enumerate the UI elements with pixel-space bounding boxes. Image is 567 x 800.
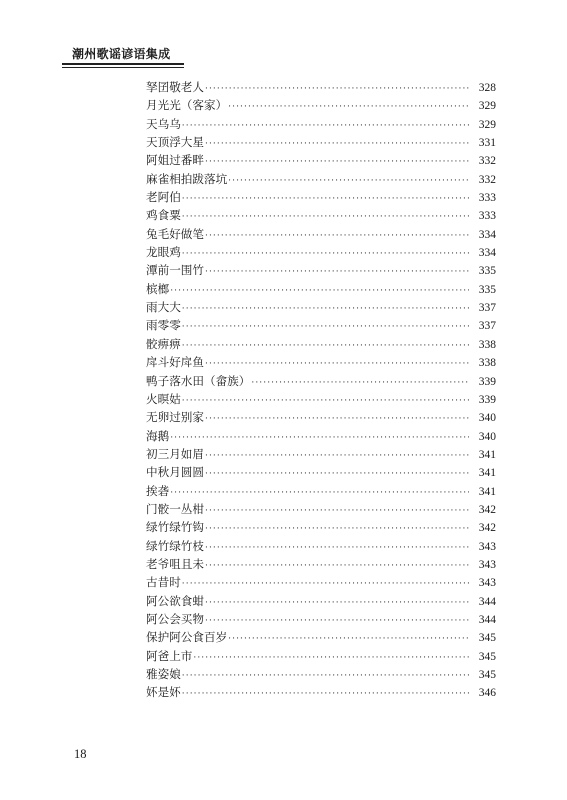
dot-leader — [170, 488, 469, 498]
toc-entry-title: 保护阿公食百岁 — [146, 630, 228, 645]
toc-entry-page: 338 — [478, 357, 496, 370]
toc-entry — [146, 152, 496, 170]
toc-entry-page: 339 — [478, 393, 496, 406]
dot-leader — [170, 433, 469, 443]
toc-entry-title: 槟榔 — [146, 281, 170, 296]
dot-leader — [182, 121, 469, 131]
toc-entry-title: 兔毛好做笔 — [146, 226, 204, 241]
toc-entry — [146, 409, 496, 427]
toc-entry-page: 340 — [478, 430, 496, 443]
toc-entry-page: 340 — [478, 412, 496, 425]
toc-entry-page: 343 — [478, 577, 496, 590]
toc-entry — [146, 428, 496, 446]
toc-entry-page: 333 — [478, 210, 496, 223]
dot-leader — [205, 598, 469, 608]
dot-leader — [182, 579, 469, 589]
toc-entry — [146, 648, 496, 666]
toc-entry-title: 潭前一围竹 — [146, 263, 204, 278]
header-rule-thick — [62, 63, 184, 65]
toc-entry-title: 绿竹绿竹枝 — [146, 538, 204, 553]
toc-entry-page: 344 — [478, 613, 496, 626]
toc-entry-page: 332 — [478, 155, 496, 168]
toc-entry-title: 雨零零 — [146, 318, 181, 333]
dot-leader — [182, 322, 469, 332]
toc-entry — [146, 207, 496, 225]
toc-entry — [146, 684, 496, 702]
toc-entry-page: 329 — [478, 100, 496, 113]
toc-entry — [146, 226, 496, 244]
toc-entry-title: 孥囝敬老人 — [146, 80, 204, 94]
toc-entry-page: 342 — [478, 503, 496, 516]
toc-entry-title: 雨大大 — [146, 300, 181, 315]
toc-entry-title: 阿公欲食蚶 — [146, 593, 204, 608]
toc-entry — [146, 317, 496, 335]
toc-entry — [146, 336, 496, 354]
toc-entry-page: 342 — [478, 522, 496, 535]
toc-entry-page: 337 — [478, 320, 496, 333]
dot-leader — [205, 139, 469, 149]
toc-entry-title: 阿姐过番畔 — [146, 153, 204, 168]
toc-entry-page: 335 — [478, 283, 496, 296]
toc-entry-page: 341 — [478, 448, 496, 461]
toc-entry — [146, 464, 496, 482]
toc-entry-title: 海鹅 — [146, 428, 170, 443]
toc-entry — [146, 629, 496, 647]
toc-entry-title: 老阿伯 — [146, 190, 181, 205]
toc-entry — [146, 134, 496, 152]
toc-entry-title: 骹痹痹 — [146, 336, 181, 351]
toc-entry — [146, 593, 496, 611]
toc-entry-title: 戽斗好戽鱼 — [146, 355, 204, 370]
toc-entry-page: 329 — [478, 118, 496, 131]
toc-entry-title: 古昔时 — [146, 575, 181, 590]
dot-leader — [193, 653, 469, 663]
toc-entry-page: 332 — [478, 173, 496, 186]
toc-entry — [146, 97, 496, 115]
dot-leader — [205, 524, 469, 534]
dot-leader — [205, 267, 469, 277]
dot-leader — [205, 506, 469, 516]
toc-entry-title: 绿竹绿竹钩 — [146, 520, 204, 535]
dot-leader — [251, 378, 469, 388]
toc-entry-title: 阿公会买物 — [146, 611, 204, 626]
table-of-contents — [146, 79, 496, 703]
toc-entry — [146, 574, 496, 592]
toc-entry-title: 月光光（客家） — [146, 98, 228, 113]
dot-leader — [228, 102, 469, 112]
toc-entry-title: 龙眼鸡 — [146, 245, 181, 260]
toc-entry-page: 335 — [478, 265, 496, 278]
toc-entry — [146, 501, 496, 519]
dot-leader — [182, 212, 469, 222]
toc-entry-title: 老爷咀且未 — [146, 556, 204, 571]
toc-entry-page: 343 — [478, 558, 496, 571]
toc-entry — [146, 171, 496, 189]
toc-entry-title: 门骹一丛柑 — [146, 501, 204, 516]
dot-leader — [205, 616, 469, 626]
toc-entry-title: 挨砻 — [146, 483, 170, 498]
toc-entry-page: 331 — [478, 137, 496, 150]
toc-entry-page: 338 — [478, 338, 496, 351]
header-rule-thin — [62, 67, 184, 68]
dot-leader — [170, 286, 469, 296]
dot-leader — [205, 84, 469, 94]
toc-entry — [146, 354, 496, 372]
dot-leader — [228, 634, 469, 644]
toc-entry-page: 334 — [478, 247, 496, 260]
dot-leader — [182, 249, 469, 259]
dot-leader — [182, 689, 469, 699]
toc-entry-title: 鸡食粟 — [146, 208, 181, 223]
toc-entry-title: 阿爸上市 — [146, 648, 193, 663]
toc-entry-title: 天乌乌 — [146, 116, 181, 131]
dot-leader — [205, 231, 469, 241]
toc-entry-title: 火暝姑 — [146, 391, 181, 406]
toc-entry-page: 339 — [478, 375, 496, 388]
toc-entry-page: 344 — [478, 595, 496, 608]
dot-leader — [182, 671, 469, 681]
page-number: 18 — [74, 747, 87, 761]
dot-leader — [205, 543, 469, 553]
toc-entry-page: 341 — [478, 485, 496, 498]
toc-entry-title: 无卵过别家 — [146, 410, 204, 425]
dot-leader — [205, 157, 469, 167]
toc-entry — [146, 262, 496, 280]
toc-entry-title: 中秋月圆圆 — [146, 465, 204, 480]
toc-entry — [146, 611, 496, 629]
toc-entry-page: 333 — [478, 192, 496, 205]
toc-entry — [146, 79, 496, 97]
dot-leader — [182, 341, 469, 351]
toc-entry — [146, 244, 496, 262]
toc-entry — [146, 446, 496, 464]
toc-entry-page: 341 — [478, 467, 496, 480]
toc-entry-page: 345 — [478, 650, 496, 663]
toc-entry-page: 345 — [478, 669, 496, 681]
toc-entry — [146, 373, 496, 391]
toc-entry — [146, 116, 496, 134]
dot-leader — [205, 561, 469, 571]
toc-entry-page: 334 — [478, 228, 496, 241]
dot-leader — [205, 451, 469, 461]
toc-entry — [146, 556, 496, 574]
toc-entry — [146, 519, 496, 537]
dot-leader — [182, 194, 469, 204]
toc-entry-title: 雅姿娘 — [146, 667, 181, 681]
toc-entry — [146, 299, 496, 317]
toc-entry-title: 鸭子落水田（畲族） — [146, 373, 251, 388]
toc-entry-title: 初三月如眉 — [146, 446, 204, 461]
toc-entry — [146, 483, 496, 501]
dot-leader — [205, 359, 469, 369]
toc-entry-page: 343 — [478, 540, 496, 553]
toc-entry-page: 345 — [478, 632, 496, 645]
dot-leader — [205, 414, 469, 424]
toc-entry — [146, 391, 496, 409]
toc-entry — [146, 189, 496, 207]
toc-entry — [146, 538, 496, 556]
toc-entry-page: 346 — [478, 687, 496, 700]
dot-leader — [228, 176, 469, 186]
toc-entry — [146, 281, 496, 299]
toc-entry-page: 337 — [478, 302, 496, 315]
toc-entry-title: 天顶浮大星 — [146, 135, 204, 150]
toc-entry-title: 麻雀相拍跋落坑 — [146, 171, 228, 186]
dot-leader — [182, 396, 469, 406]
dot-leader — [205, 469, 469, 479]
toc-entry-title: 妚是妚 — [146, 685, 181, 700]
toc-entry — [146, 666, 496, 684]
book-title: 潮州歌谣谚语集成 — [72, 47, 171, 61]
dot-leader — [182, 304, 469, 314]
toc-entry-page: 328 — [478, 82, 496, 94]
running-header — [62, 40, 184, 64]
